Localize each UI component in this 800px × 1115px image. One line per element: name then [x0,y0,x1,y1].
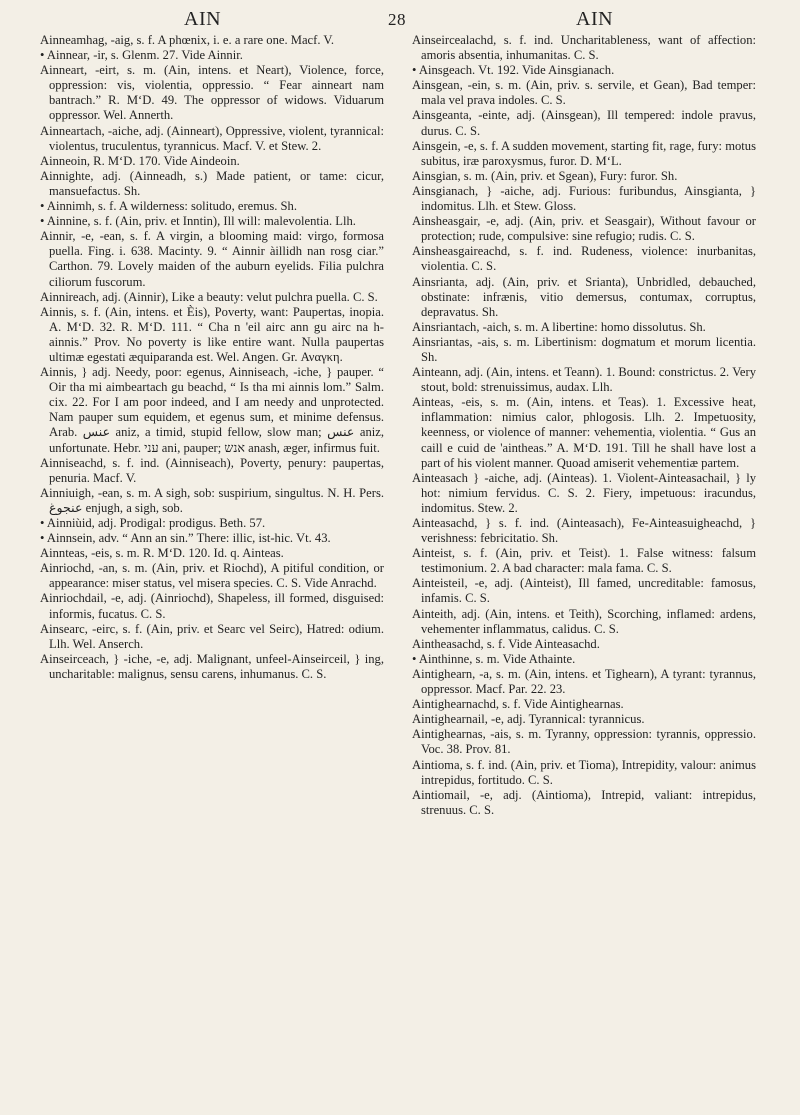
dictionary-entry: Ainsriantach, -aich, s. m. A libertine: homo dissolutus. Sh. [412,319,706,334]
dictionary-entry: Ainsgein, -e, s. f. A sudden movement, starting fit, rage, fury: motus subitus, iræ paroxysmus, furor. D. M‘L. [412,138,756,168]
dictionary-entry: • Ainsgeach. Vt. 192. Vide Ainsgianach. [412,63,615,78]
dictionary-entry: Ainnis, } adj. Needy, poor: egenus, Ainniseach, -iche, } pauper. “ Oir tha mi aimbeartach gu beachd, “ Is tha mi ainnis lom.” Salm. cix. 22. For I am poor indeed, and I am needy and unprotected. Nam pauper sum equidem, et egenus sum, et minime defensus. Arab. عنس aniz, a timid, stupid fellow, slow man; عنس aniz, unfortunate. Hebr. עני ani, pauper; אנש anash, æger, infirmus fuit. [40,365,384,455]
dictionary-entry: Aintighearn, -a, s. m. (Ain, intens. et Tighearn), A tyrant: tyrannus, oppressor. Macf. Par. 22. 23. [412,666,756,697]
dictionary-entry: • Ainnear, -ir, s. Glenm. 27. Vide Ainnir. [40,48,243,63]
dictionary-entry: Ainteann, adj. (Ain, intens. et Teann). 1. Bound: constrictus. 2. Very stout, bold: strenuissimus, audax. Llh. [412,365,756,395]
dictionary-entry: Ainnighte, adj. (Ainneadh, s.) Made patient, or tame: cicur, mansuefactus. Sh. [40,168,384,198]
header-left-guideword: AIN [184,8,222,30]
header-right-guideword: AIN [576,8,614,30]
dictionary-entry: Ainteas, -eis, s. m. (Ain, intens. et Teas). 1. Excessive heat, inflammation: nimius calor, phlogosis. Llh. 2. Impetuosity, keenness, or violence of manner: vehementia, violentia. “ Gus an caill e cuid de 'aintheas.” A. M‘D. 191. Till he shall have lost a part of his violent manner. Quoad amiserit vehementiæ partem. [412,395,756,470]
dictionary-entry: Ainriochd, -an, s. m. (Ain, priv. et Riochd), A pitiful condition, or appearance: miser status, vel misera species. C. S. Vide Anrachd. [40,561,384,591]
running-header [0,8,800,32]
dictionary-entry: Ainsgianach, } -aiche, adj. Furious: furibundus, Ainsgianta, } indomitus. Llh. et Stew. Gloss. [412,183,756,214]
dictionary-entry: Ainteasach } -aiche, adj. (Ainteas). 1. Violent-Ainteasachail, } ly hot: nimium fervidus. C. S. 2. Fiery, impetuous: iracundus, indomitus. Stew. 2. [412,470,756,515]
dictionary-entry: Ainteasachd, } s. f. ind. (Ainteasach), Fe-Ainteasuigheachd, } verishness: febricitatio. Sh. [412,516,756,546]
dictionary-entry: • Ainthinne, s. m. Vide Athainte. [412,651,576,666]
dictionary-entry: Ainseircealachd, s. f. ind. Uncharitableness, want of affection: amoris absentia, inhumanitas. C. S. [412,33,756,63]
dictionary-entry: • Ainnimh, s. f. A wilderness: solitudo, eremus. Sh. [40,199,297,214]
dictionary-entry: Ainsearc, -eirc, s. f. (Ain, priv. et Searc vel Seirc), Hatred: odium. Llh. Wel. Anserch. [40,621,384,651]
dictionary-entry: Aintighearnachd, s. f. Vide Aintighearnas. [412,697,624,712]
dictionary-entry: Ainsheasgair, -e, adj. (Ain, priv. et Seasgair), Without favour or protection; rude, compulsive: sine refugio; rudis. C. S. [412,214,756,244]
dictionary-entry: Ainneoin, R. M‘D. 170. Vide Aindeoin. [40,153,240,168]
dictionary-entry: Ainnteas, -eis, s. m. R. M‘D. 120. Id. q. Ainteas. [40,546,284,561]
dictionary-entry: Ainneamhag, -aig, s. f. A phœnix, i. e. a rare one. Macf. V. [40,33,335,47]
dictionary-entry: Ainneartach, -aiche, adj. (Ainneart), Oppressive, violent, tyrannical: violentus, truculentus, tyrannicus. Macf. V. et Stew. 2. [40,123,384,153]
dictionary-entry: Ainsgian, s. m. (Ain, priv. et Sgean), Fury: furor. Sh. [412,168,678,183]
dictionary-entry: Ainniseachd, s. f. ind. (Ainniseach), Poverty, penury: paupertas, penuria. Macf. V. [40,455,384,485]
dictionary-entry: Ainsgean, -ein, s. m. (Ain, priv. s. servile, et Gean), Bad temper: mala vel prava indoles. C. S. [412,78,756,108]
dictionary-entry: Ainneart, -eirt, s. m. (Ain, intens. et Neart), Violence, force, oppression: vis, violentia, oppressio. “ Fear ainneart nam bantrach.” R. M‘D. 49. The oppressor of widows. Viduarum oppressor. Wel. Annerth. [40,63,384,123]
dictionary-entry: Ainnir, -e, -ean, s. f. A virgin, a blooming maid: virgo, formosa puella. Fing. i. 638. Macinty. 9. “ Ainnir àillidh nan rosg ciar.” Carthon. 79. Lovely maiden of the auburn eyelids. Filia pulchra ciliorum fuscorum. [40,229,384,289]
dictionary-entry: Aintighearnas, -ais, s. m. Tyranny, oppression: tyrannis, oppressio. Voc. 38. Prov. 81. [412,727,756,757]
dictionary-entry: Ainniuigh, -ean, s. m. A sigh, sob: suspirium, singultus. N. H. Pers. عنجوغ enjugh, a sigh, sob. [40,485,384,515]
dictionary-entry: Ainteith, adj. (Ain, intens. et Teith), Scorching, inflamed: ardens, vehementer inflammatus, calidus. C. S. [412,606,756,636]
dictionary-entry: Ainnis, s. f. (Ain, intens. et Èis), Poverty, want: Paupertas, inopia. A. M‘D. 32. R. M‘D. 111. “ Cha n 'eil airc ann gu airc na h-ainnis.” Prov. No poverty is like entire want. Nulla paupertas ultimæ egestati æquiparanda est. Wel. Angen. Gr. Αναγκη. [40,304,384,364]
dictionary-entry: Ainteisteil, -e, adj. (Ainteist), Ill famed, uncreditable: famosus, infamis. C. S. [412,576,756,606]
dictionary-entry: Ainriochdail, -e, adj. (Ainriochd), Shapeless, ill formed, disguised: informis, fucatus. C. S. [40,591,384,621]
dictionary-entry: Ainsriantas, -ais, s. m. Libertinism: dogmatum et morum licentia. Sh. [412,334,756,364]
page-number: 28 [388,10,406,29]
dictionary-entry: Ainsgeanta, -einte, adj. (Ainsgean), Ill tempered: indole pravus, durus. C. S. [412,108,756,138]
dictionary-entry: Ainsheasgaireachd, s. f. ind. Rudeness, violence: inurbanitas, violentia. C. S. [412,244,756,274]
dictionary-entry: • Ainnsein, adv. “ Ann an sin.” There: illic, ist-hic. Vt. 43. [40,531,331,546]
left-column [40,33,384,682]
dictionary-entry: Ainnireach, adj. (Ainnir), Like a beauty: velut pulchra puella. C. S. [40,289,378,304]
dictionary-entry: • Ainnine, s. f. (Ain, priv. et Inntin), Ill will: malevolentia. Llh. [40,214,356,229]
dictionary-entry: Aintheasachd, s. f. Vide Ainteasachd. [412,636,600,651]
dictionary-entry: Aintighearnail, -e, adj. Tyrannical: tyrannicus. [412,712,645,727]
dictionary-entry: Aintioma, s. f. ind. (Ain, priv. et Tioma), Intrepidity, valour: animus intrepidus, fortitudo. C. S. [412,757,756,787]
dictionary-entry: Ainseirceach, } -iche, -e, adj. Malignant, unfeel-Ainseirceil, } ing, uncharitable: malignus, sensu carens, inhumanus. C. S. [40,651,384,681]
dictionary-entry: Ainteist, s. f. (Ain, priv. et Teist). 1. False witness: falsum testimonium. 2. A bad character: mala fama. C. S. [412,546,756,576]
dictionary-entry: Ainsrianta, adj. (Ain, priv. et Srianta), Unbridled, debauched, obstinate: infrænis, vitio demersus, contumax, corruptus, depravatus. Sh. [412,274,756,319]
dictionary-entry: • Ainniùid, adj. Prodigal: prodigus. Beth. 57. [40,516,266,530]
right-column [412,33,756,818]
dictionary-entry: Aintiomail, -e, adj. (Aintioma), Intrepid, valiant: intrepidus, strenuus. C. S. [412,787,756,817]
